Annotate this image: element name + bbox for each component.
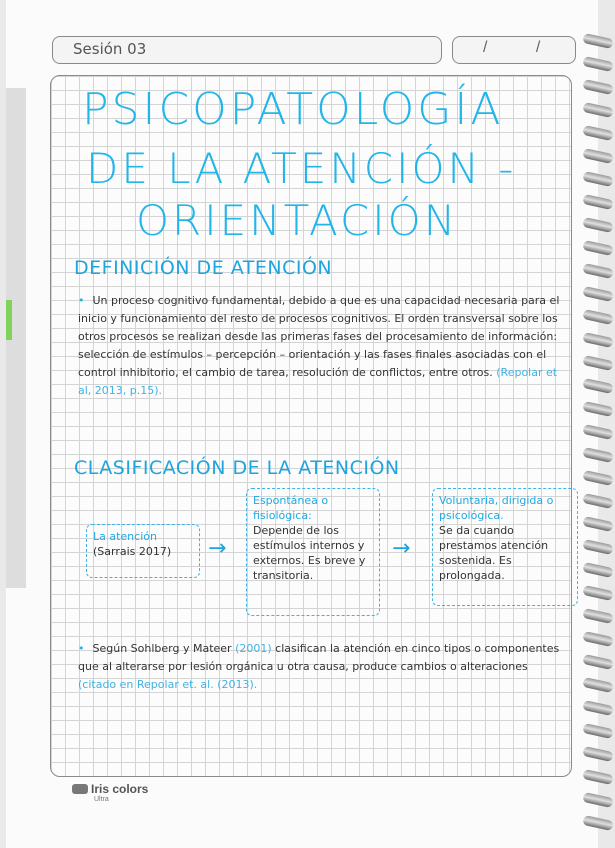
spiral-ring	[582, 79, 613, 95]
components-citation: (citado en Repolar et. al. (2013).	[78, 678, 258, 691]
sticky-tab	[6, 300, 12, 340]
spiral-ring	[582, 493, 613, 509]
title-line-3: ORIENTACIÓN	[136, 196, 459, 245]
spiral-ring	[582, 240, 613, 256]
spiral-ring	[582, 746, 613, 762]
spiral-ring	[582, 516, 613, 532]
spiral-ring	[582, 447, 613, 463]
heading-classification: CLASIFICACIÓN DE LA ATENCIÓN	[74, 457, 400, 479]
session-label: Sesión 03	[73, 40, 147, 58]
spiral-ring	[582, 539, 613, 555]
spiral-ring	[582, 654, 613, 670]
box-attention-title: La atención	[93, 530, 157, 543]
spiral-ring	[582, 309, 613, 325]
spiral-ring	[582, 148, 613, 164]
arrow-right-icon: →	[208, 536, 227, 561]
date-label: / /	[483, 39, 563, 56]
components-text-2: clasifican la atención en cinco tipos o componentes que al alterarse por lesión orgánica u otra causa, produce cambios o alteraciones	[78, 642, 560, 673]
spiral-ring	[582, 723, 613, 739]
box-spontaneous	[246, 488, 380, 616]
spiral-ring	[582, 332, 613, 348]
brand-name: Iris colors	[91, 782, 149, 796]
box-voluntary-text: Se da cuando prestamos atención sostenida. Es prolongada.	[439, 524, 549, 582]
spiral-ring	[582, 585, 613, 601]
bullet-icon: •	[78, 294, 85, 307]
spiral-ring	[582, 677, 613, 693]
spiral-binding	[581, 0, 615, 848]
spiral-ring	[582, 470, 613, 486]
definition-paragraph	[78, 292, 568, 400]
spiral-ring	[582, 378, 613, 394]
spiral-ring	[582, 815, 613, 831]
box-attention-citation: (Sarrais 2017)	[93, 545, 172, 558]
spiral-ring	[582, 608, 613, 624]
spiral-ring	[582, 424, 613, 440]
brand-sub: Ultra	[94, 796, 109, 803]
spiral-ring	[582, 700, 613, 716]
spiral-ring	[582, 286, 613, 302]
spiral-ring	[582, 792, 613, 808]
spiral-ring	[582, 33, 613, 49]
heading-definition: DEFINICIÓN DE ATENCIÓN	[74, 257, 333, 279]
box-voluntary	[432, 488, 578, 606]
session-field	[52, 36, 442, 64]
spiral-ring	[582, 562, 613, 578]
spiral-ring	[582, 217, 613, 233]
brand-logo	[72, 780, 148, 803]
components-year: (2001)	[235, 642, 272, 655]
components-paragraph	[78, 640, 568, 694]
title-line-1: PSICOPATOLOGÍA	[82, 84, 504, 135]
notebook-page	[6, 0, 598, 848]
spiral-ring	[582, 631, 613, 647]
box-attention	[86, 524, 200, 578]
box-spontaneous-title: Espontánea o fisiológica:	[253, 494, 329, 522]
definition-text: Un proceso cognitivo fundamental, debido a que es una capacidad necesaria para el inicio y funcionamiento del resto de procesos cognitivos. El orden transversal sobre los otros procesos se realizan desde las primeras fases del procesamiento de información: selección de estímulos – percepción – orientación y las fases finales asociadas con el control inhibitorio, el cambio de tarea, resolución de conflictos, entre otros.	[78, 294, 560, 379]
definition-citation: (Repolar et al, 2013, p.15).	[78, 366, 558, 397]
spiral-ring	[582, 125, 613, 141]
spiral-ring	[582, 194, 613, 210]
components-text-1: Según Sohlberg y Mateer	[92, 642, 232, 655]
arrow-right-icon: →	[392, 536, 411, 561]
box-spontaneous-text: Depende de los estímulos internos y externos. Es breve y transitoria.	[253, 524, 366, 582]
spiral-ring	[582, 355, 613, 371]
spiral-ring	[582, 102, 613, 118]
spiral-ring	[582, 263, 613, 279]
date-field	[452, 36, 576, 64]
spiral-ring	[582, 171, 613, 187]
spiral-ring	[582, 56, 613, 72]
spiral-ring	[582, 401, 613, 417]
spiral-ring	[582, 769, 613, 785]
bullet-icon: •	[78, 642, 85, 655]
brand-icon	[72, 784, 88, 794]
box-voluntary-title: Voluntaria, dirigida o psicológica.	[439, 494, 554, 522]
title-line-2: DE LA ATENCIÓN -	[86, 144, 517, 193]
